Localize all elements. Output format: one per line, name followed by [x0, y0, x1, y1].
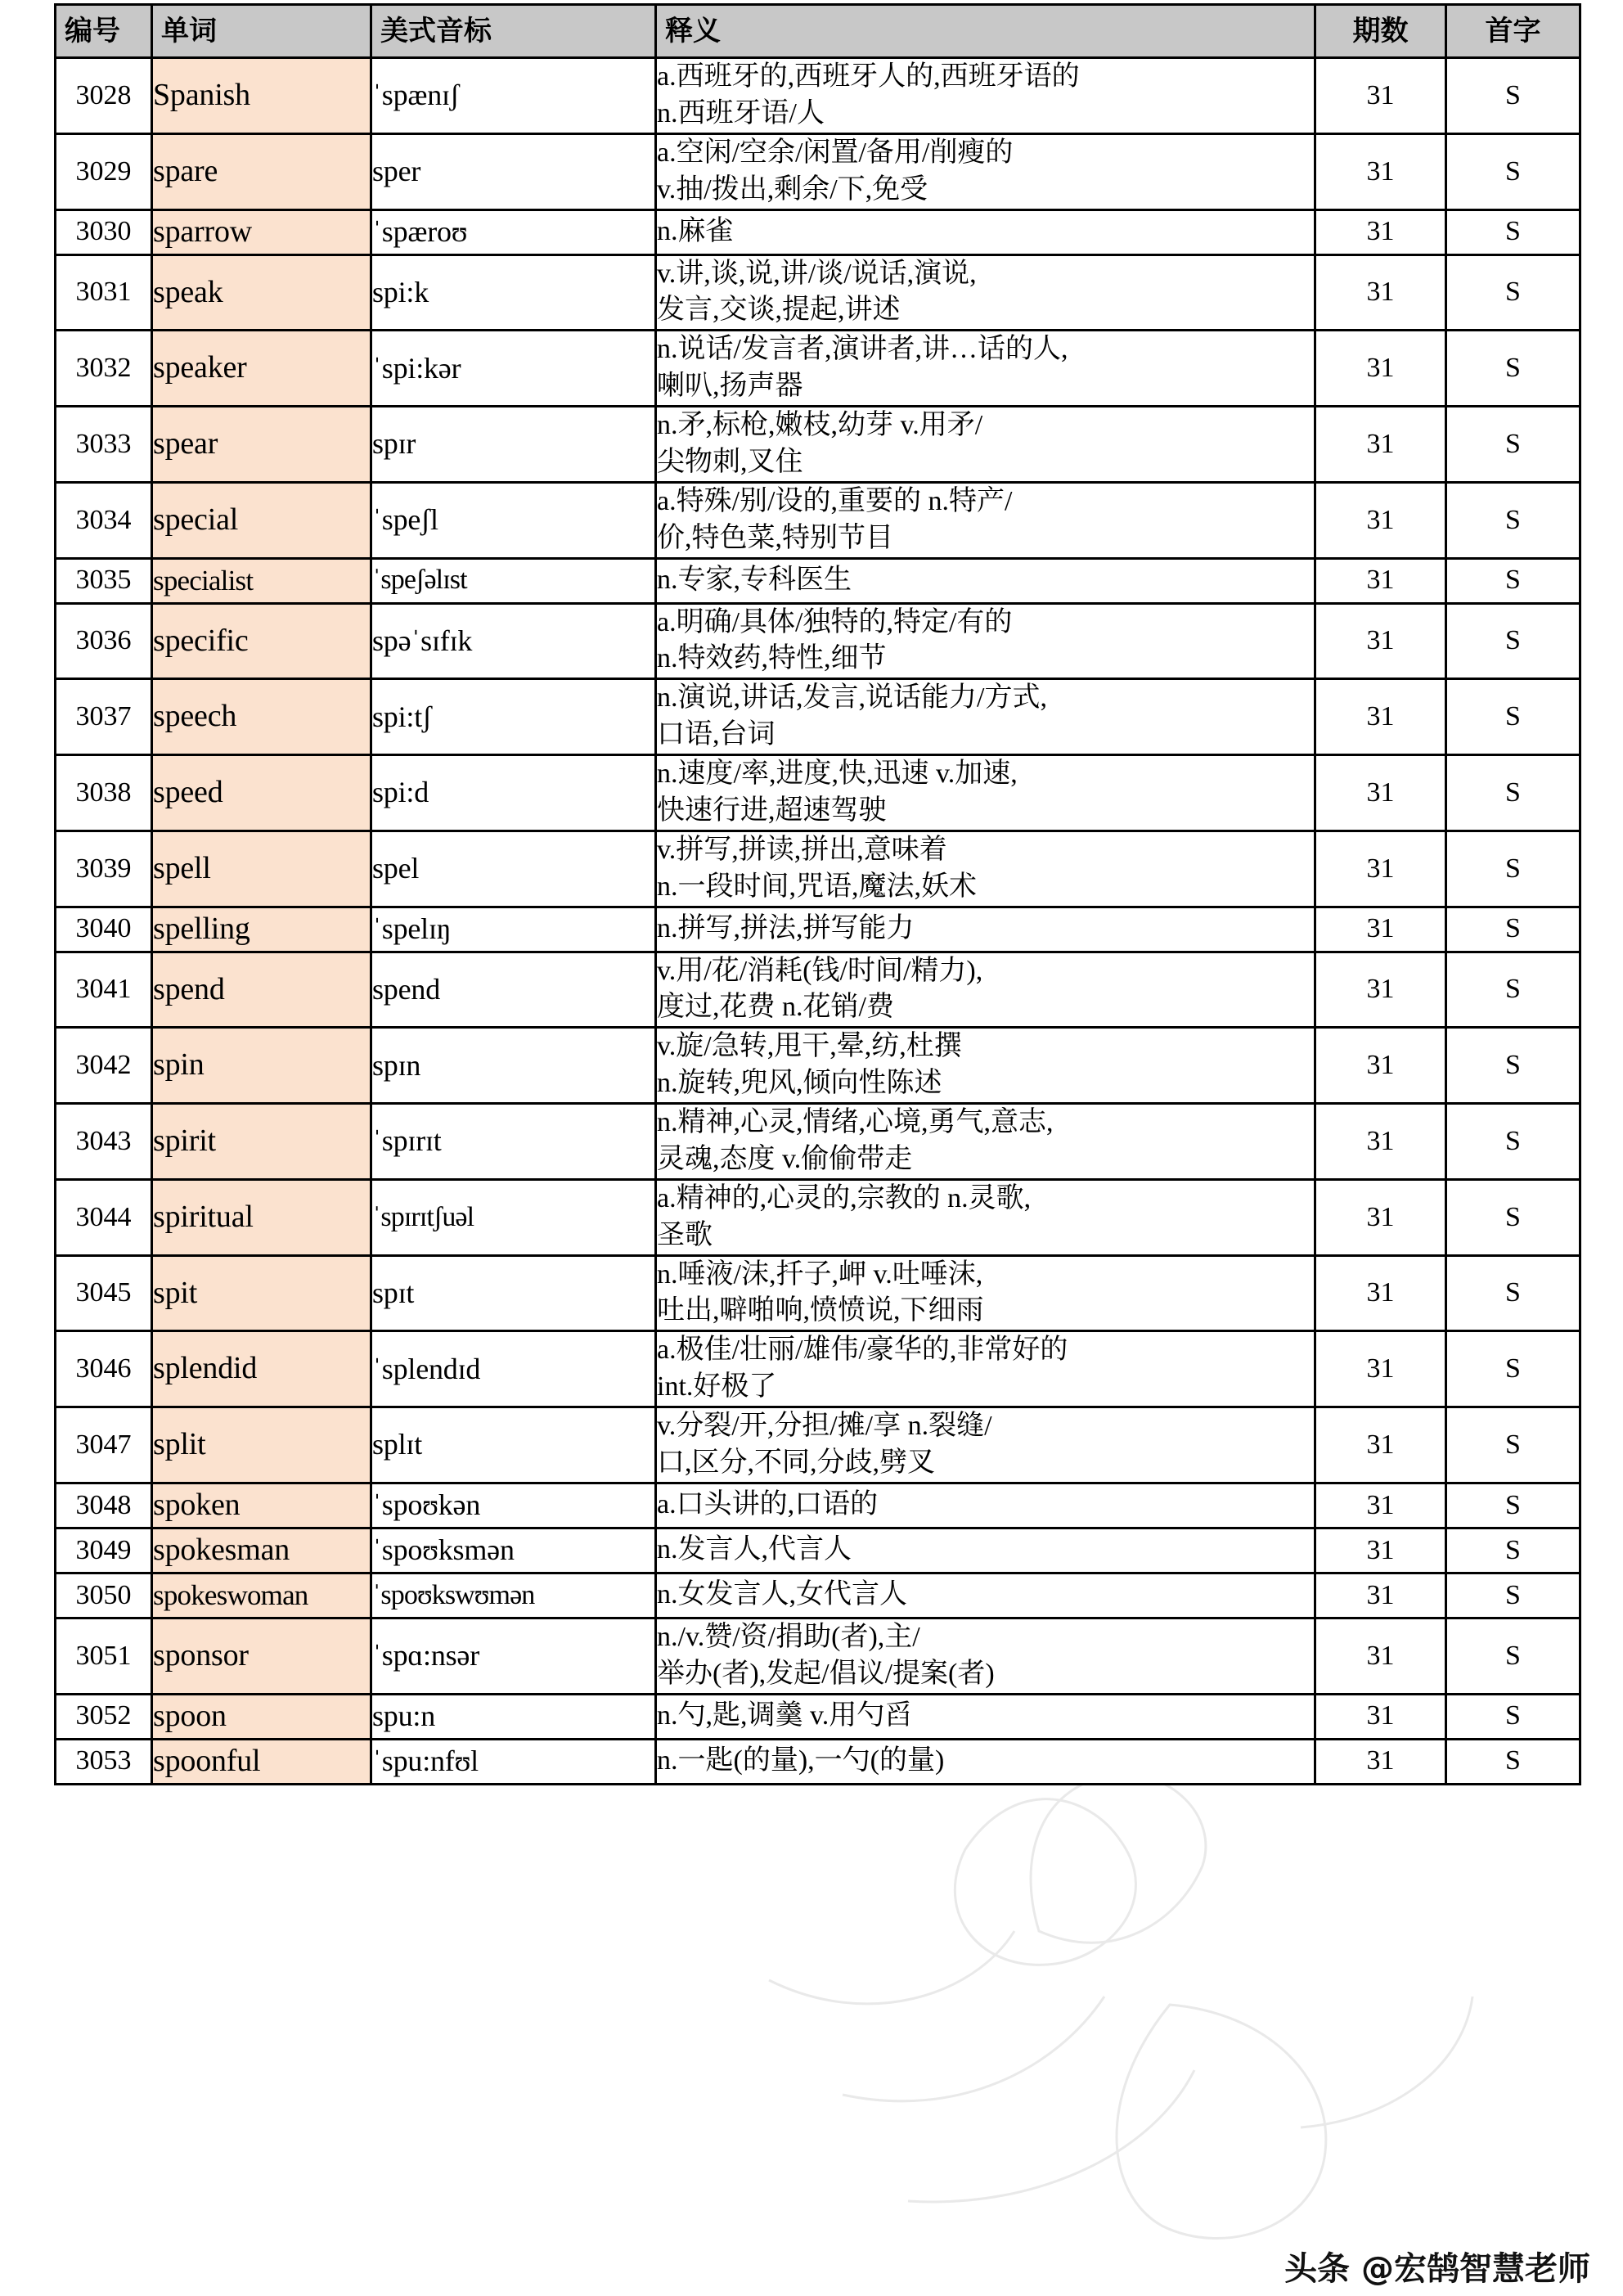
- column-header-word: 单词: [152, 5, 371, 58]
- cell-id: 3031: [56, 254, 152, 331]
- definition-line: n.发言人,代言人: [657, 1534, 852, 1565]
- cell-phonetic: ˈspu:nfʊl: [371, 1739, 656, 1784]
- definition-line: a.精神的,心灵的,宗教的 n.灵歌,: [657, 1182, 1032, 1213]
- cell-id: 3044: [56, 1179, 152, 1255]
- cell-initial: S: [1446, 1028, 1580, 1104]
- cell-word: spoken: [152, 1483, 371, 1528]
- cell-initial: S: [1446, 1573, 1580, 1618]
- table-row: [56, 679, 1580, 755]
- cell-definition: [656, 1483, 1315, 1528]
- definition-line: 口语,台词: [657, 719, 776, 750]
- cell-word: spare: [152, 133, 371, 209]
- cell-issue: 31: [1315, 133, 1446, 209]
- cell-initial: S: [1446, 1407, 1580, 1483]
- definition-line: n.麻雀: [657, 216, 734, 247]
- cell-issue: 31: [1315, 907, 1446, 952]
- cell-issue: 31: [1315, 1331, 1446, 1407]
- cell-word: split: [152, 1407, 371, 1483]
- definition-line: a.明确/具体/独特的,特定/有的: [657, 606, 1013, 637]
- definition-line: n.唾液/沫,扦子,岬 v.吐唾沫,: [657, 1258, 983, 1290]
- cell-id: 3046: [56, 1331, 152, 1407]
- cell-id: 3036: [56, 603, 152, 679]
- table-row: [56, 603, 1580, 679]
- cell-id: 3053: [56, 1739, 152, 1784]
- cell-initial: S: [1446, 407, 1580, 483]
- definition-line: n.演说,讲话,发言,说话能力/方式,: [657, 682, 1047, 714]
- cell-issue: 31: [1315, 482, 1446, 558]
- definition-line: n.女发言人,女代言人: [657, 1579, 907, 1610]
- definition-line: v.讲,谈,说,讲/谈/说话,演说,: [657, 258, 977, 289]
- cell-issue: 31: [1315, 1694, 1446, 1739]
- cell-id: 3049: [56, 1528, 152, 1573]
- cell-issue: 31: [1315, 952, 1446, 1028]
- definition-line: 举办(者),发起/倡议/提案(者): [657, 1658, 995, 1689]
- definition-line: n.特效药,特性,细节: [657, 643, 887, 674]
- cell-definition: [656, 755, 1315, 831]
- cell-initial: S: [1446, 1694, 1580, 1739]
- cell-initial: S: [1446, 209, 1580, 254]
- table-row: [56, 952, 1580, 1028]
- definition-line: n.矛,标枪,嫩枝,幼芽 v.用矛/: [657, 410, 983, 440]
- cell-issue: 31: [1315, 755, 1446, 831]
- cell-word: spokeswoman: [152, 1573, 371, 1618]
- cell-word: sponsor: [152, 1618, 371, 1694]
- table-row: [56, 1104, 1580, 1180]
- cell-id: 3034: [56, 482, 152, 558]
- definition-line: 喇叭,扬声器: [657, 371, 803, 402]
- cell-issue: 31: [1315, 1407, 1446, 1483]
- cell-definition: [656, 558, 1315, 603]
- cell-initial: S: [1446, 755, 1580, 831]
- cell-definition: [656, 679, 1315, 755]
- table-row: [56, 482, 1580, 558]
- cell-word: spirit: [152, 1104, 371, 1180]
- cell-id: 3039: [56, 831, 152, 907]
- cell-issue: 31: [1315, 1255, 1446, 1331]
- cell-initial: S: [1446, 482, 1580, 558]
- cell-definition: [656, 254, 1315, 331]
- table-row: [56, 1573, 1580, 1618]
- cell-phonetic: spɪt: [371, 1255, 656, 1331]
- cell-initial: S: [1446, 558, 1580, 603]
- definition-line: v.拼写,拼读,拼出,意味着: [657, 834, 947, 865]
- cell-word: speaker: [152, 331, 371, 407]
- cell-definition: [656, 1255, 1315, 1331]
- cell-phonetic: spɪn: [371, 1028, 656, 1104]
- definition-line: n.精神,心灵,情绪,心境,勇气,意志,: [657, 1107, 1054, 1137]
- cell-id: 3040: [56, 907, 152, 952]
- cell-definition: [656, 482, 1315, 558]
- cell-definition: [656, 1331, 1315, 1407]
- cell-word: speak: [152, 254, 371, 331]
- table-row: [56, 558, 1580, 603]
- table-row: [56, 331, 1580, 407]
- cell-id: 3050: [56, 1573, 152, 1618]
- table-row: [56, 1407, 1580, 1483]
- cell-issue: 31: [1315, 1104, 1446, 1180]
- cell-phonetic: ˈspi:kər: [371, 331, 656, 407]
- definition-line: n.旋转,兜风,倾向性陈述: [657, 1068, 942, 1099]
- cell-issue: 31: [1315, 1528, 1446, 1573]
- cell-issue: 31: [1315, 1739, 1446, 1784]
- cell-definition: [656, 831, 1315, 907]
- cell-id: 3030: [56, 209, 152, 254]
- cell-definition: [656, 1694, 1315, 1739]
- cell-initial: S: [1446, 907, 1580, 952]
- table-row: [56, 133, 1580, 209]
- table-row: [56, 1483, 1580, 1528]
- definition-line: a.口头讲的,口语的: [657, 1489, 879, 1520]
- definition-line: 灵魂,态度 v.偷偷带走: [657, 1143, 913, 1174]
- cell-word: spear: [152, 407, 371, 483]
- definition-line: n.一段时间,咒语,魔法,妖术: [657, 871, 977, 902]
- definition-line: n.专家,专科医生: [657, 565, 852, 596]
- cell-id: 3035: [56, 558, 152, 603]
- cell-word: speed: [152, 755, 371, 831]
- definition-line: a.特殊/别/设的,重要的 n.特产/: [657, 485, 1013, 516]
- cell-definition: [656, 331, 1315, 407]
- cell-phonetic: ˈsplendɪd: [371, 1331, 656, 1407]
- definition-line: int.好极了: [657, 1371, 777, 1402]
- column-header-issue: 期数: [1315, 5, 1446, 58]
- cell-definition: [656, 1528, 1315, 1573]
- definition-line: a.空闲/空余/闲置/备用/削瘦的: [657, 137, 1014, 168]
- cell-word: splendid: [152, 1331, 371, 1407]
- cell-phonetic: ˈspɪrɪtʃuəl: [371, 1179, 656, 1255]
- cell-phonetic: spi:tʃ: [371, 679, 656, 755]
- definition-line: n.一匙(的量),一勺(的量): [657, 1745, 945, 1776]
- definition-line: 尖物刺,叉住: [657, 446, 803, 477]
- cell-phonetic: splɪt: [371, 1407, 656, 1483]
- definition-line: n.勺,匙,调羹 v.用勺舀: [657, 1700, 913, 1731]
- column-header-definition: 释义: [656, 5, 1315, 58]
- cell-definition: [656, 58, 1315, 134]
- cell-issue: 31: [1315, 209, 1446, 254]
- cell-word: speech: [152, 679, 371, 755]
- cell-phonetic: ˈspoʊkswʊmən: [371, 1573, 656, 1618]
- definition-line: 发言,交谈,提起,讲述: [657, 295, 901, 326]
- column-header-phonetic: 美式音标: [371, 5, 656, 58]
- cell-word: spelling: [152, 907, 371, 952]
- cell-issue: 31: [1315, 254, 1446, 331]
- cell-initial: S: [1446, 1255, 1580, 1331]
- cell-issue: 31: [1315, 603, 1446, 679]
- cell-word: spell: [152, 831, 371, 907]
- cell-id: 3048: [56, 1483, 152, 1528]
- definition-line: v.旋/急转,甩干,晕,纺,杜撰: [657, 1031, 962, 1062]
- cell-issue: 31: [1315, 407, 1446, 483]
- table-row: [56, 907, 1580, 952]
- cell-initial: S: [1446, 58, 1580, 134]
- cell-phonetic: ˈspeʃəlɪst: [371, 558, 656, 603]
- definition-line: n.拼写,拼法,拼写能力: [657, 913, 915, 944]
- cell-word: spokesman: [152, 1528, 371, 1573]
- definition-line: 圣歌: [657, 1219, 713, 1250]
- cell-word: spiritual: [152, 1179, 371, 1255]
- cell-word: specific: [152, 603, 371, 679]
- cell-word: sparrow: [152, 209, 371, 254]
- cell-definition: [656, 1179, 1315, 1255]
- definition-line: 吐出,噼啪响,愤愤说,下细雨: [657, 1295, 984, 1326]
- cell-issue: 31: [1315, 1028, 1446, 1104]
- cell-id: 3051: [56, 1618, 152, 1694]
- definition-line: 价,特色菜,特别节目: [657, 522, 893, 553]
- cell-phonetic: spɪr: [371, 407, 656, 483]
- cell-word: spoon: [152, 1694, 371, 1739]
- cell-definition: [656, 952, 1315, 1028]
- table-row: [56, 1739, 1580, 1784]
- cell-definition: [656, 209, 1315, 254]
- definition-line: n.速度/率,进度,快,迅速 v.加速,: [657, 759, 1018, 789]
- header-row: [56, 5, 1580, 58]
- cell-phonetic: spend: [371, 952, 656, 1028]
- table-row: [56, 58, 1580, 134]
- cell-initial: S: [1446, 603, 1580, 679]
- cell-issue: 31: [1315, 679, 1446, 755]
- cell-issue: 31: [1315, 1573, 1446, 1618]
- table-row: [56, 1331, 1580, 1407]
- cell-phonetic: spəˈsɪfɪk: [371, 603, 656, 679]
- definition-line: 度过,花费 n.花销/费: [657, 992, 894, 1023]
- cell-phonetic: spi:d: [371, 755, 656, 831]
- cell-phonetic: ˈspoʊkən: [371, 1483, 656, 1528]
- cell-phonetic: spi:k: [371, 254, 656, 331]
- cell-phonetic: ˈspænɪʃ: [371, 58, 656, 134]
- cell-phonetic: ˈspɑ:nsər: [371, 1618, 656, 1694]
- definition-line: n./v.赞/资/捐助(者),主/: [657, 1621, 920, 1652]
- watermark-attribution: 头条 @宏鹄智慧老师: [1284, 2250, 1590, 2288]
- cell-word: spend: [152, 952, 371, 1028]
- cell-initial: S: [1446, 254, 1580, 331]
- cell-definition: [656, 1104, 1315, 1180]
- table-row: [56, 1179, 1580, 1255]
- cell-phonetic: ˈspoʊksmən: [371, 1528, 656, 1573]
- cell-initial: S: [1446, 1618, 1580, 1694]
- cell-issue: 31: [1315, 558, 1446, 603]
- cell-issue: 31: [1315, 58, 1446, 134]
- cell-initial: S: [1446, 831, 1580, 907]
- cell-word: spin: [152, 1028, 371, 1104]
- table-row: [56, 209, 1580, 254]
- cell-definition: [656, 133, 1315, 209]
- definition-line: n.说话/发言者,演讲者,讲…话的人,: [657, 334, 1068, 365]
- cell-initial: S: [1446, 1331, 1580, 1407]
- cell-id: 3045: [56, 1255, 152, 1331]
- definition-line: a.极佳/壮丽/雄伟/豪华的,非常好的: [657, 1335, 1068, 1366]
- cell-id: 3042: [56, 1028, 152, 1104]
- table-row: [56, 1694, 1580, 1739]
- cell-phonetic: spel: [371, 831, 656, 907]
- cell-issue: 31: [1315, 1483, 1446, 1528]
- definition-line: v.抽/拨出,剩余/下,免受: [657, 173, 928, 205]
- table-row: [56, 407, 1580, 483]
- cell-definition: [656, 907, 1315, 952]
- cell-id: 3037: [56, 679, 152, 755]
- table-row: [56, 254, 1580, 331]
- cell-phonetic: ˈspelɪŋ: [371, 907, 656, 952]
- cell-phonetic: ˈspeʃl: [371, 482, 656, 558]
- cell-id: 3033: [56, 407, 152, 483]
- cell-id: 3028: [56, 58, 152, 134]
- cell-issue: 31: [1315, 1618, 1446, 1694]
- cell-definition: [656, 407, 1315, 483]
- cell-initial: S: [1446, 331, 1580, 407]
- cell-definition: [656, 1739, 1315, 1784]
- cell-phonetic: sper: [371, 133, 656, 209]
- table-row: [56, 1255, 1580, 1331]
- cell-initial: S: [1446, 1528, 1580, 1573]
- definition-line: 口,区分,不同,分歧,劈叉: [657, 1447, 935, 1478]
- cell-definition: [656, 603, 1315, 679]
- cell-word: Spanish: [152, 58, 371, 134]
- cell-definition: [656, 1573, 1315, 1618]
- cell-initial: S: [1446, 1739, 1580, 1784]
- cell-issue: 31: [1315, 331, 1446, 407]
- cell-word: spit: [152, 1255, 371, 1331]
- cell-phonetic: ˈspɪrɪt: [371, 1104, 656, 1180]
- definition-line: a.西班牙的,西班牙人的,西班牙语的: [657, 61, 1080, 92]
- cell-phonetic: spu:n: [371, 1694, 656, 1739]
- definition-line: 快速行进,超速驾驶: [657, 795, 887, 826]
- cell-word: spoonful: [152, 1739, 371, 1784]
- cell-initial: S: [1446, 952, 1580, 1028]
- table-row: [56, 755, 1580, 831]
- cell-initial: S: [1446, 679, 1580, 755]
- cell-phonetic: ˈspæroʊ: [371, 209, 656, 254]
- cell-id: 3043: [56, 1104, 152, 1180]
- cell-id: 3029: [56, 133, 152, 209]
- table-row: [56, 1528, 1580, 1573]
- table-header: [56, 5, 1580, 58]
- vocabulary-table: [54, 3, 1581, 1785]
- cell-initial: S: [1446, 133, 1580, 209]
- cell-id: 3038: [56, 755, 152, 831]
- cell-initial: S: [1446, 1179, 1580, 1255]
- column-header-id: 编号: [56, 5, 152, 58]
- definition-line: n.西班牙语/人: [657, 97, 825, 128]
- cell-initial: S: [1446, 1483, 1580, 1528]
- cell-id: 3052: [56, 1694, 152, 1739]
- cell-definition: [656, 1407, 1315, 1483]
- cell-initial: S: [1446, 1104, 1580, 1180]
- cell-definition: [656, 1618, 1315, 1694]
- column-header-initial: 首字: [1446, 5, 1580, 58]
- table-row: [56, 1028, 1580, 1104]
- table-row: [56, 1618, 1580, 1694]
- definition-line: v.分裂/开,分担/摊/享 n.裂缝/: [657, 1411, 992, 1441]
- definition-line: v.用/花/消耗(钱/时间/精力),: [657, 955, 983, 986]
- cell-issue: 31: [1315, 831, 1446, 907]
- cell-word: specialist: [152, 558, 371, 603]
- cell-id: 3032: [56, 331, 152, 407]
- table-row: [56, 831, 1580, 907]
- cell-definition: [656, 1028, 1315, 1104]
- cell-id: 3041: [56, 952, 152, 1028]
- cell-word: special: [152, 482, 371, 558]
- table-body: [56, 58, 1580, 1785]
- cell-id: 3047: [56, 1407, 152, 1483]
- cell-issue: 31: [1315, 1179, 1446, 1255]
